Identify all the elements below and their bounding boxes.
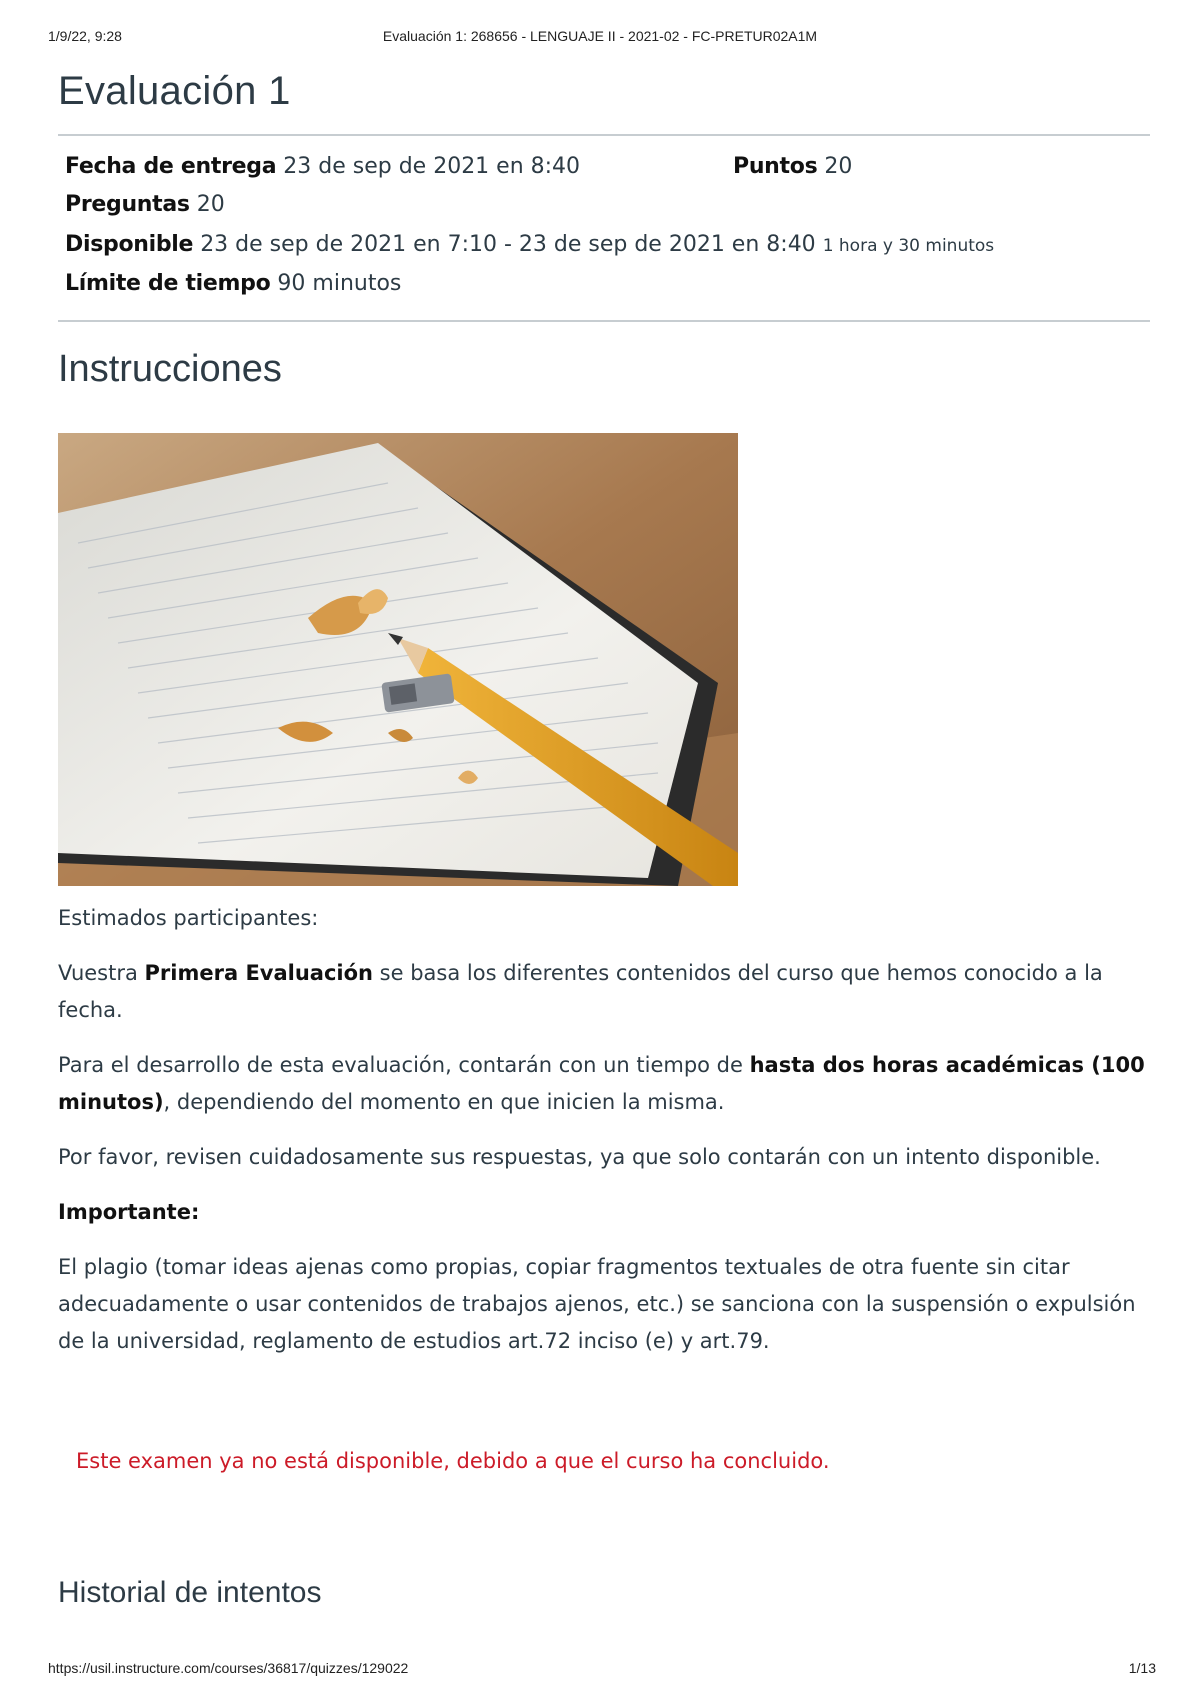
- time-limit-value: 90 minutos: [277, 271, 402, 296]
- print-url: https://usil.instructure.com/courses/36817/quizzes/129022: [48, 1660, 409, 1676]
- emphasis-duration: hasta dos horas académicas (100 minutos): [58, 1053, 1145, 1114]
- print-document-title: Evaluación 1: 268656 - LENGUAJE II - 2021-02 - FC-PRETUR02A1M: [382, 28, 818, 44]
- page-title: Evaluación 1: [58, 69, 291, 113]
- questions-value: 20: [196, 192, 225, 217]
- notebook-pencil-image: [58, 433, 738, 886]
- time-limit-label: Límite de tiempo: [65, 271, 271, 296]
- available-label: Disponible: [65, 232, 194, 257]
- print-footer: [0, 1660, 1200, 1682]
- important-label: Importante:: [58, 1200, 200, 1224]
- attempt-history-heading: Historial de intentos: [58, 1576, 322, 1609]
- points-row: [733, 150, 852, 184]
- unavailable-notice: Este examen ya no está disponible, debido a que el curso ha concluido.: [76, 1449, 830, 1473]
- divider-top: [58, 134, 1150, 136]
- points-value: 20: [824, 154, 853, 179]
- paragraph-1: Vuestra Primera Evaluación se basa los diferentes contenidos del curso que hemos conocido a la fecha.: [58, 961, 1103, 1022]
- paragraph-4: El plagio (tomar ideas ajenas como propias, copiar fragmentos textuales de otra fuente sin citar adecuadamente o usar contenidos de trabajos ajenos, etc.) se sanciona con la suspensión o expulsión de la universidad, reglamento de estudios art.72 inciso (e) y art.79.: [58, 1255, 1136, 1353]
- instructions-heading: Instrucciones: [58, 348, 282, 390]
- questions-row: [65, 188, 225, 222]
- quiz-content: [58, 62, 1148, 1609]
- due-date-row: [65, 150, 580, 184]
- instructions-body: [58, 900, 1148, 1378]
- due-date-value: 23 de sep de 2021 en 8:40: [283, 154, 581, 179]
- paragraph-2: Para el desarrollo de esta evaluación, contarán con un tiempo de hasta dos horas académicas (100 minutos), dependiendo del momento en que inicien la misma.: [58, 1053, 1145, 1114]
- divider-bottom: [58, 320, 1150, 322]
- print-datetime: 1/9/22, 9:28: [48, 28, 122, 44]
- paragraph-3: Por favor, revisen cuidadosamente sus respuestas, ya que solo contarán con un intento disponible.: [58, 1145, 1101, 1169]
- due-date-label: Fecha de entrega: [65, 154, 277, 179]
- print-page-number: 1/13: [1128, 1660, 1156, 1676]
- available-duration: 1 hora y 30 minutos: [822, 236, 995, 256]
- available-value: 23 de sep de 2021 en 7:10 - 23 de sep de 2021 en 8:40: [200, 232, 816, 257]
- points-label: Puntos: [733, 154, 818, 179]
- questions-label: Preguntas: [65, 192, 190, 217]
- available-row: [65, 228, 994, 262]
- time-limit-row: [65, 267, 401, 301]
- print-header: [0, 28, 1200, 50]
- greeting: Estimados participantes:: [58, 906, 319, 930]
- emphasis-first-evaluation: Primera Evaluación: [144, 961, 373, 985]
